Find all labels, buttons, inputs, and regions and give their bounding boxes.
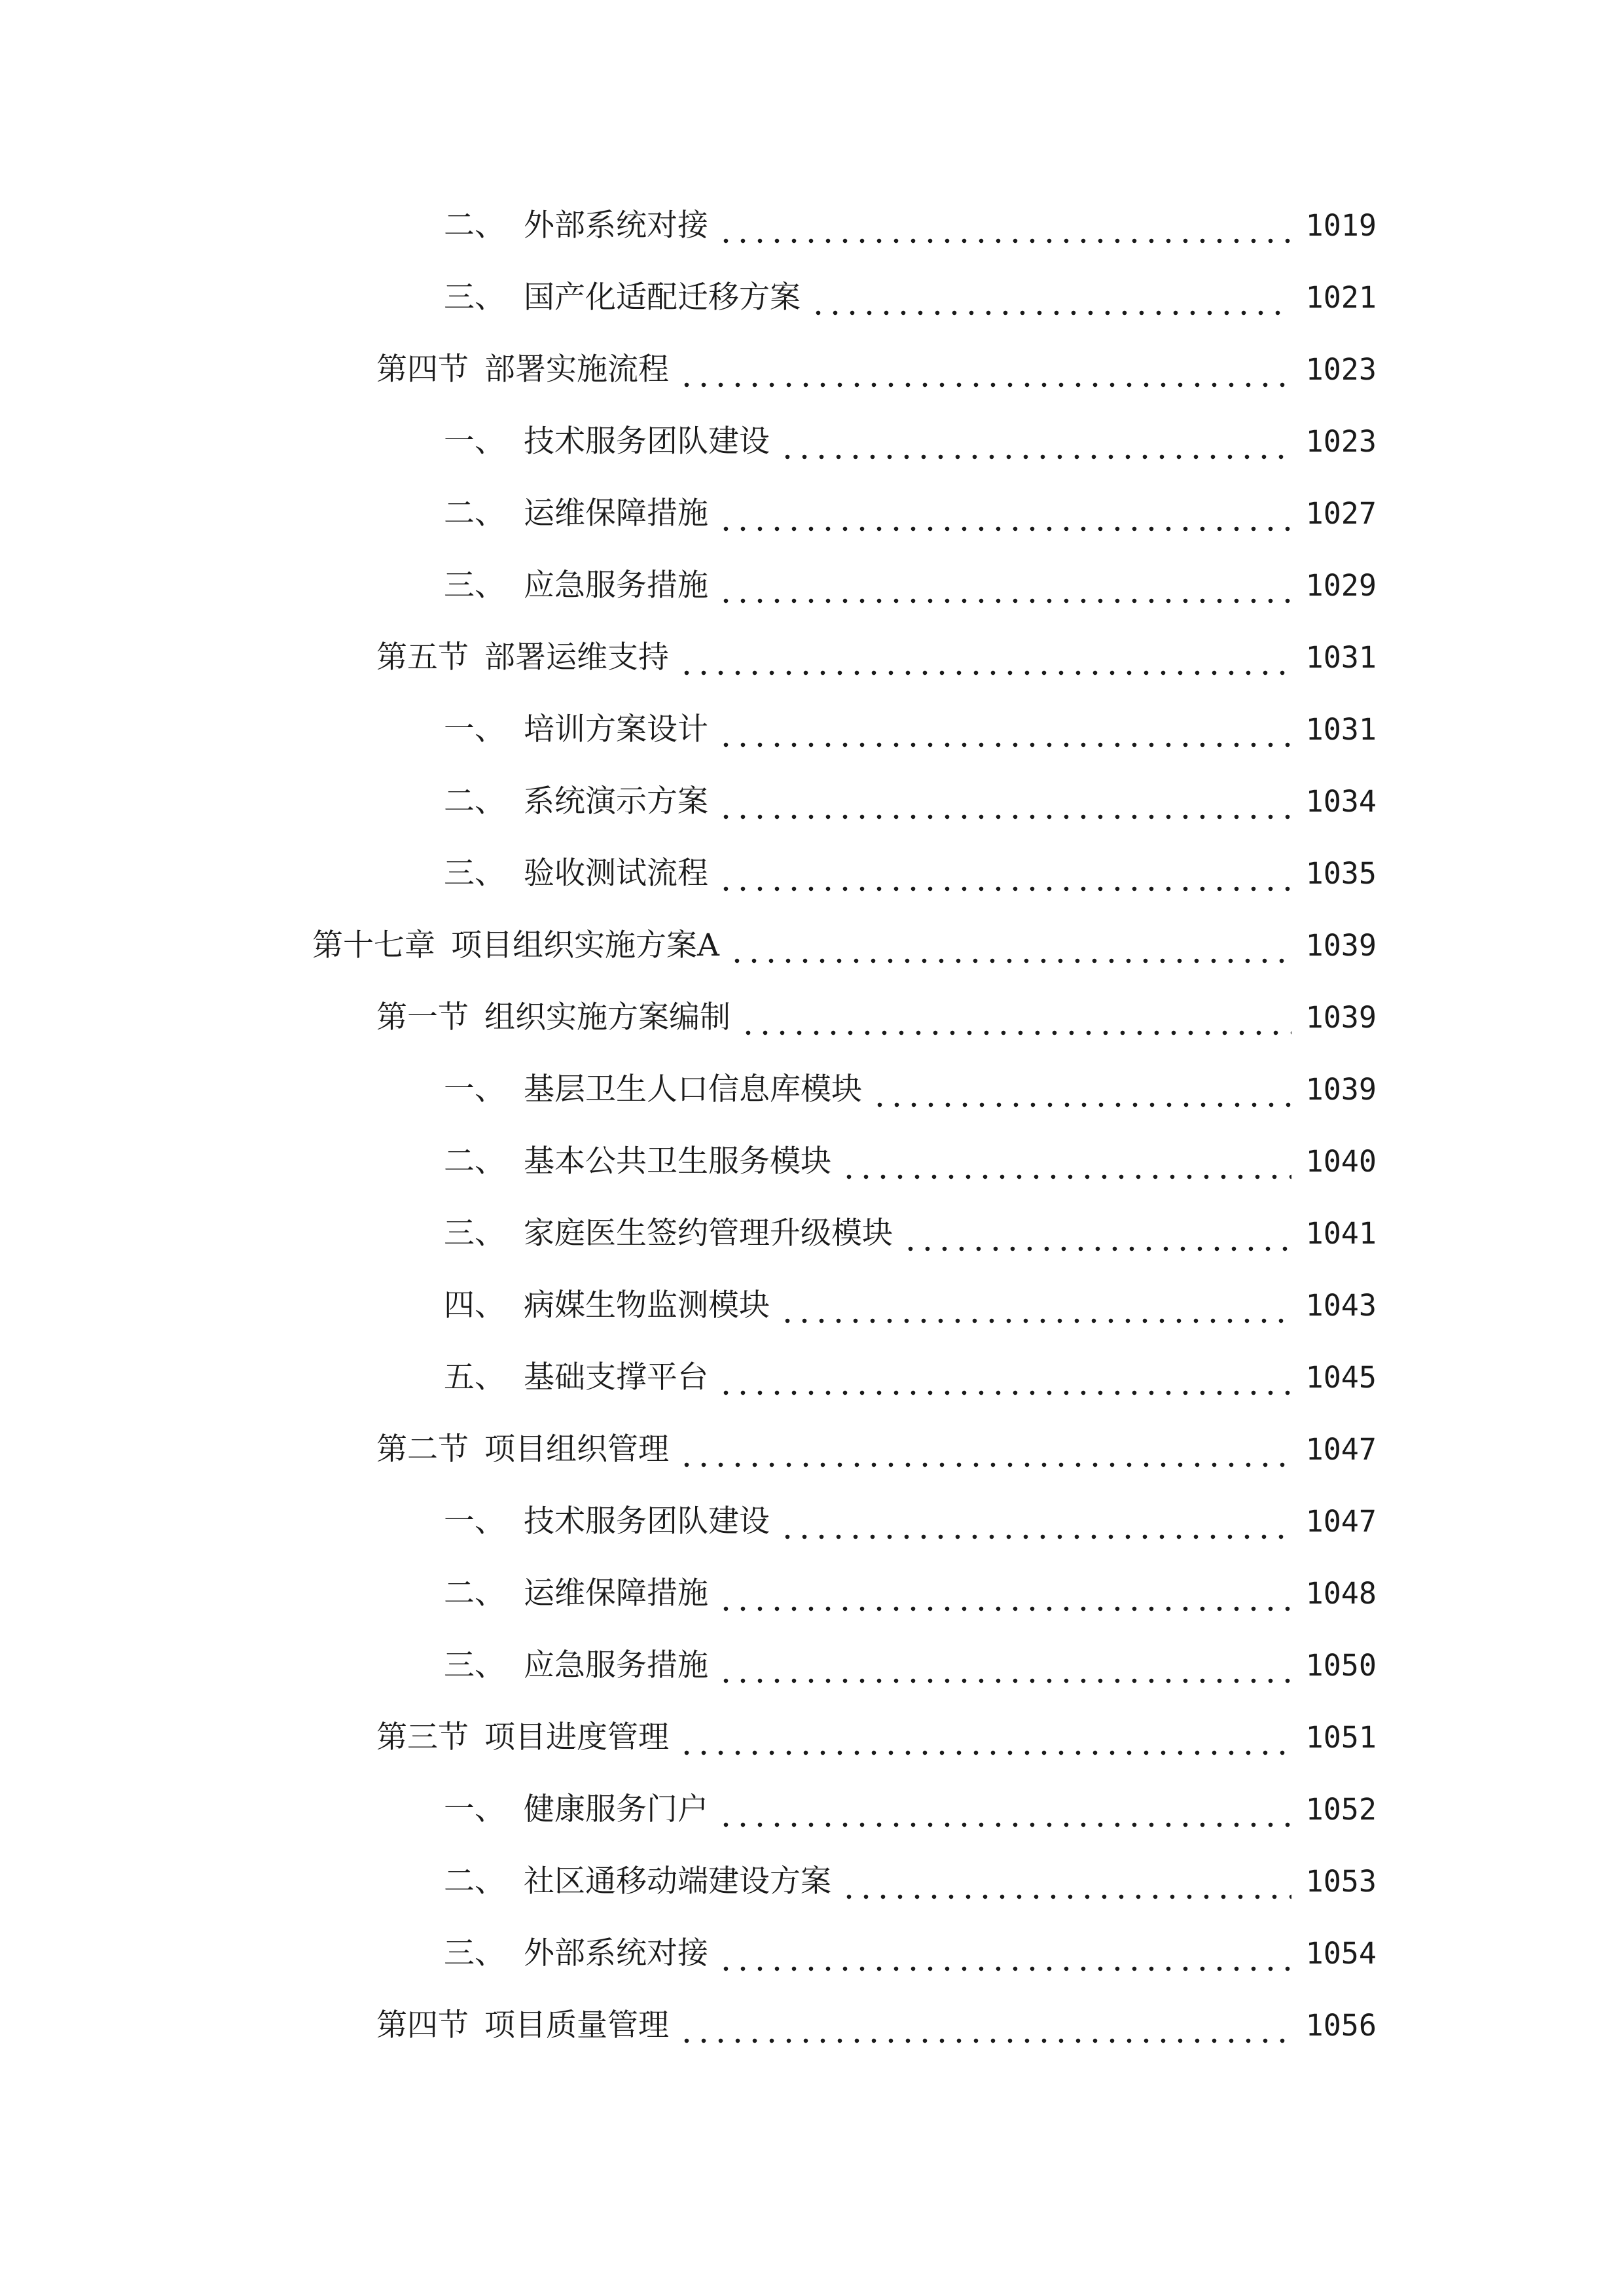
toc-entry-title: 国产化适配迁移方案 [524,279,801,315]
toc-entry-title: 项目组织实施方案A [451,927,719,963]
toc-entry-item[interactable] [0,478,1624,550]
toc-entry-page-number: 1039 [1305,928,1377,963]
dot-leader [717,1390,1291,1395]
toc-entry-title: 病媒生物监测模块 [524,1287,770,1323]
dot-leader [717,742,1291,747]
toc-entry-item[interactable] [0,1846,1624,1918]
toc-entry-number: 三、 [444,1935,505,1971]
toc-entry-page-number: 1027 [1305,496,1377,531]
toc-entry-item[interactable] [0,1270,1624,1342]
toc-entry-item[interactable] [0,838,1624,910]
toc-entry-number: 第四节 [376,351,469,387]
toc-entry-section[interactable] [0,334,1624,406]
toc-entry-title: 系统演示方案 [524,783,708,819]
dot-leader [717,238,1291,243]
toc-entry-number: 三、 [444,1647,505,1683]
dot-leader [902,1246,1291,1251]
toc-entry-title: 培训方案设计 [524,711,708,747]
toc-entry-title: 验收测试流程 [524,855,708,891]
toc-entry-page-number: 1023 [1305,424,1377,459]
toc-entry-item[interactable] [0,766,1624,838]
toc-entry-page-number: 1041 [1305,1216,1377,1251]
toc-entry-section[interactable] [0,1990,1624,2062]
toc-entry-title: 技术服务团队建设 [524,423,770,459]
toc-entry-item[interactable] [0,1918,1624,1990]
toc-entry-item[interactable] [0,1630,1624,1702]
dot-leader [810,310,1291,315]
dot-leader [678,1462,1291,1467]
toc-entry-title: 部署实施流程 [484,351,669,387]
toc-entry-number: 三、 [444,279,505,315]
dot-leader [678,382,1291,387]
toc-entry-number: 三、 [444,855,505,891]
toc-entry-section[interactable] [0,982,1624,1054]
toc-entry-number: 三、 [444,1215,505,1251]
toc-entry-title: 项目进度管理 [484,1719,669,1755]
toc-entry-page-number: 1035 [1305,856,1377,891]
toc-entry-item[interactable] [0,190,1624,262]
toc-entry-number: 第十七章 [312,927,435,963]
toc-entry-number: 第四节 [376,2007,469,2043]
toc-entry-item[interactable] [0,1774,1624,1846]
toc-entry-title: 基本公共卫生服务模块 [524,1143,831,1179]
toc-entry-number: 二、 [444,1863,505,1899]
toc-entry-item[interactable] [0,1486,1624,1558]
toc-entry-page-number: 1053 [1305,1864,1377,1899]
dot-leader [729,958,1291,963]
toc-entry-item[interactable] [0,694,1624,766]
toc-entry-item[interactable] [0,262,1624,334]
toc-entry-page-number: 1051 [1305,1720,1377,1755]
toc-entry-page-number: 1056 [1305,2008,1377,2043]
toc-entry-item[interactable] [0,1054,1624,1126]
dot-leader [840,1894,1291,1899]
toc-entry-page-number: 1043 [1305,1288,1377,1323]
toc-entry-page-number: 1045 [1305,1360,1377,1395]
toc-entry-item[interactable] [0,1126,1624,1198]
toc-entry-page-number: 1029 [1305,568,1377,603]
toc-entry-number: 第三节 [376,1719,469,1755]
toc-entry-title: 项目质量管理 [484,2007,669,2043]
toc-entry-title: 外部系统对接 [524,207,708,243]
dot-leader [717,814,1291,819]
toc-entry-title: 部署运维支持 [484,639,669,675]
dot-leader [840,1174,1291,1179]
toc-entry-title: 社区通移动端建设方案 [524,1863,831,1899]
toc-entry-title: 运维保障措施 [524,1575,708,1611]
toc-entry-title: 技术服务团队建设 [524,1503,770,1539]
toc-entry-page-number: 1023 [1305,352,1377,387]
toc-entry-page-number: 1050 [1305,1648,1377,1683]
toc-entry-page-number: 1031 [1305,712,1377,747]
toc-entry-number: 一、 [444,1071,505,1107]
toc-entry-section[interactable] [0,1414,1624,1486]
toc-entry-number: 第二节 [376,1431,469,1467]
toc-entry-title: 基层卫生人口信息库模块 [524,1071,862,1107]
toc-entry-number: 一、 [444,711,505,747]
toc-entry-item[interactable] [0,1342,1624,1414]
dot-leader [871,1102,1291,1107]
toc-entry-title: 基础支撑平台 [524,1359,708,1395]
toc-entry-number: 第一节 [376,999,469,1035]
dot-leader [717,526,1291,531]
toc-entry-number: 第五节 [376,639,469,675]
toc-entry-number: 二、 [444,207,505,243]
toc-entry-title: 运维保障措施 [524,495,708,531]
toc-entry-title: 应急服务措施 [524,567,708,603]
dot-leader [740,1030,1291,1035]
toc-entry-page-number: 1040 [1305,1144,1377,1179]
toc-entry-page-number: 1019 [1305,208,1377,243]
toc-entry-title: 组织实施方案编制 [484,999,731,1035]
dot-leader [717,1678,1291,1683]
toc-entry-item[interactable] [0,406,1624,478]
toc-entry-section[interactable] [0,622,1624,694]
toc-entry-title: 应急服务措施 [524,1647,708,1683]
toc-entry-page-number: 1054 [1305,1936,1377,1971]
toc-entry-page-number: 1039 [1305,1000,1377,1035]
dot-leader [717,1606,1291,1611]
toc-entry-page-number: 1052 [1305,1792,1377,1827]
toc-entry-number: 一、 [444,1791,505,1827]
toc-entry-number: 二、 [444,1143,505,1179]
toc-entry-page-number: 1039 [1305,1072,1377,1107]
toc-entry-item[interactable] [0,1558,1624,1630]
dot-leader [717,598,1291,603]
toc-entry-item[interactable] [0,550,1624,622]
toc-entry-page-number: 1047 [1305,1432,1377,1467]
toc-entry-page-number: 1034 [1305,784,1377,819]
dot-leader [717,886,1291,891]
toc-entry-number: 四、 [444,1287,505,1323]
toc-entry-item[interactable] [0,1198,1624,1270]
toc-entry-number: 二、 [444,495,505,531]
dot-leader [779,1318,1291,1323]
toc-entry-number: 一、 [444,1503,505,1539]
toc-entry-section[interactable] [0,1702,1624,1774]
toc-entry-title: 家庭医生签约管理升级模块 [524,1215,893,1251]
dot-leader [717,1822,1291,1827]
toc-entry-page-number: 1021 [1305,280,1377,315]
toc-entry-page-number: 1047 [1305,1504,1377,1539]
toc-entry-number: 三、 [444,567,505,603]
dot-leader [779,1534,1291,1539]
toc-entry-page-number: 1031 [1305,640,1377,675]
dot-leader [717,1966,1291,1971]
toc-entry-number: 二、 [444,783,505,819]
toc-entry-number: 五、 [444,1359,505,1395]
toc-entry-page-number: 1048 [1305,1576,1377,1611]
dot-leader [779,454,1291,459]
toc-entry-title: 项目组织管理 [484,1431,669,1467]
toc-entry-title: 外部系统对接 [524,1935,708,1971]
dot-leader [678,2038,1291,2043]
table-of-contents [0,190,1624,2062]
toc-entry-number: 一、 [444,423,505,459]
toc-entry-title: 健康服务门户 [524,1791,708,1827]
dot-leader [678,670,1291,675]
toc-entry-number: 二、 [444,1575,505,1611]
toc-entry-chapter[interactable] [0,910,1624,982]
dot-leader [678,1750,1291,1755]
